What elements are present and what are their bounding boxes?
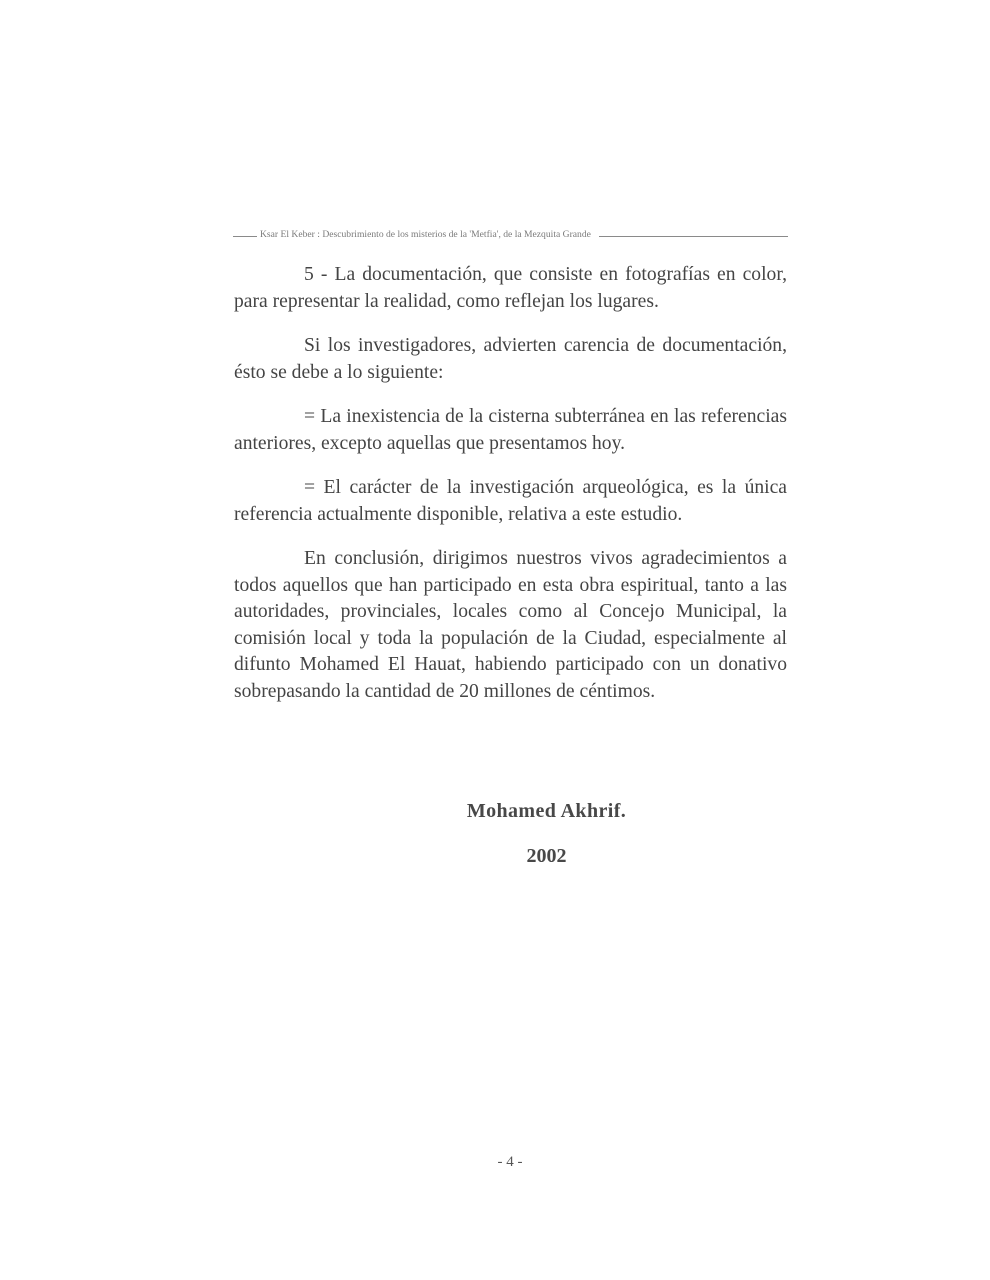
header-rule-right: [599, 236, 788, 237]
header-rule-left: [233, 236, 257, 237]
paragraph-conclusion: En conclusión, dirigimos nuestros vivos agradecimientos a todos aquellos que han participado en esta obra espiritual, tanto a las autoridades, provinciales, locales como al Concejo Municipal, la comisión local y toda la populación de la Ciudad, especialmente al difunto Mohamed El Hauat, habiendo participado con un donativo sobrepasando la cantidad de 20 millones de céntimos.: [234, 548, 787, 702]
paragraph-researchers: Si los investigadores, advierten carencia de documentación, ésto se debe a lo siguiente:: [234, 335, 787, 383]
signature-year: 2002: [526, 845, 567, 867]
running-header: [233, 226, 788, 240]
author-signature: Mohamed Akhrif.: [466, 800, 627, 822]
body-text: [234, 262, 787, 723]
paragraph-archaeological: = El carácter de la investigación arqueológica, es la única referencia actualmente disponible, relativa a este estudio.: [234, 477, 787, 525]
running-title: Ksar El Keber : Descubrimiento de los misterios de la 'Metfia', de la Mezquita Grande: [260, 229, 591, 240]
paragraph-cistern: = La inexistencia de la cisterna subterránea en las referencias anteriores, excepto aquellas que presentamos hoy.: [234, 406, 787, 454]
paragraph-documentation: 5 - La documentación, que consiste en fotografías en color, para representar la realidad, como reflejan los lugares.: [234, 264, 787, 312]
page-number: - 4 -: [497, 1154, 523, 1170]
